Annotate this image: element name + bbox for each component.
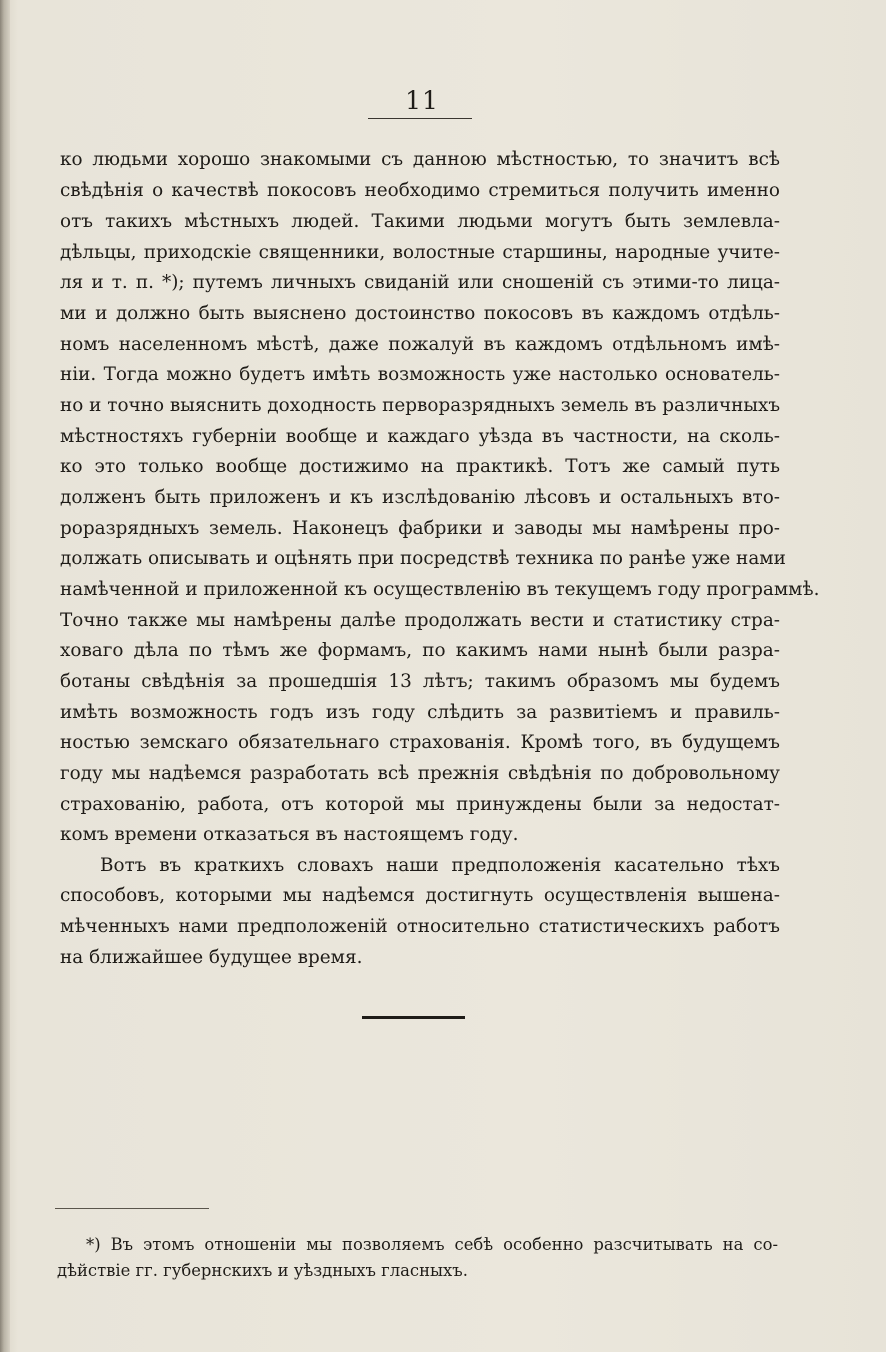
text-line: долженъ быть приложенъ и къ изслѣдованію лѣсовъ и остальныхъ вто- — [60, 487, 780, 508]
page-number-rule — [368, 118, 472, 119]
text-line: году мы надѣемся разработать всѣ прежнія свѣдѣнія по добровольному — [60, 763, 780, 784]
text-line: комъ времени отказаться въ настоящемъ году. — [60, 824, 519, 845]
text-line: Вотъ въ краткихъ словахъ наши предположенія касательно тѣхъ — [100, 855, 780, 876]
footnote-line: дѣйствіе гг. губернскихъ и уѣздныхъ гласныхъ. — [57, 1261, 468, 1280]
text-line: мѣстностяхъ губерніи вообще и каждаго уѣзда въ частности, на сколь- — [60, 426, 780, 447]
text-line: должать описывать и оцѣнять при посредствѣ техника по ранѣе уже нами — [60, 548, 786, 569]
text-line: но и точно выяснить доходность перворазрядныхъ земель въ различныхъ — [60, 395, 781, 416]
text-line: имѣть возможность годъ изъ году слѣдить за развитіемъ и правиль- — [60, 702, 780, 723]
text-line: ми и должно быть выяснено достоинство покосовъ въ каждомъ отдѣль- — [60, 303, 780, 324]
text-line: Точно также мы намѣрены далѣе продолжать вести и статистику стра- — [60, 610, 780, 631]
text-line: ботаны свѣдѣнія за прошедшія 13 лѣтъ; такимъ образомъ мы будемъ — [60, 671, 780, 692]
text-line: роразрядныхъ земель. Наконецъ фабрики и заводы мы намѣрены про- — [60, 518, 780, 539]
text-line: ко это только вообще достижимо на практикѣ. Тотъ же самый путь — [60, 456, 780, 477]
text-line: мѣченныхъ нами предположеній относительно статистическихъ работъ — [60, 916, 780, 937]
text-line: намѣченной и приложенной къ осуществленію въ текущемъ году программѣ. — [60, 579, 820, 600]
text-line: ностью земскаго обязательнаго страхованія. Кромѣ того, въ будущемъ — [60, 732, 780, 753]
text-line: ко людьми хорошо знакомыми съ данною мѣстностью, то значитъ всѣ — [60, 149, 780, 170]
page-number: 11 — [405, 86, 439, 115]
section-end-rule — [362, 1016, 465, 1019]
text-line: номъ населенномъ мѣстѣ, даже пожалуй въ каждомъ отдѣльномъ имѣ- — [60, 334, 780, 355]
text-line: дѣльцы, приходскіе священники, волостные старшины, народные учите- — [60, 242, 780, 263]
text-line: ніи. Тогда можно будетъ имѣть возможность уже настолько основатель- — [60, 364, 780, 385]
text-line: страхованію, работа, отъ которой мы принуждены были за недостат- — [60, 794, 780, 815]
text-line: способовъ, которыми мы надѣемся достигнуть осуществленія вышена- — [60, 885, 780, 906]
text-line: свѣдѣнія о качествѣ покосовъ необходимо стремиться получить именно — [60, 180, 780, 201]
footnote-separator — [55, 1208, 209, 1209]
book-binding-edge — [0, 0, 10, 1352]
text-line: ля и т. п. *); путемъ личныхъ свиданій или сношеній съ этими-то лица- — [60, 272, 780, 293]
text-line: ховаго дѣла по тѣмъ же формамъ, по какимъ нами нынѣ были разра- — [60, 640, 780, 661]
footnote-line: *) Въ этомъ отношеніи мы позволяемъ себѣ особенно разсчитывать на со- — [86, 1235, 778, 1254]
text-line: отъ такихъ мѣстныхъ людей. Такими людьми могутъ быть землевла- — [60, 211, 780, 232]
text-line: на ближайшее будущее время. — [60, 947, 363, 968]
